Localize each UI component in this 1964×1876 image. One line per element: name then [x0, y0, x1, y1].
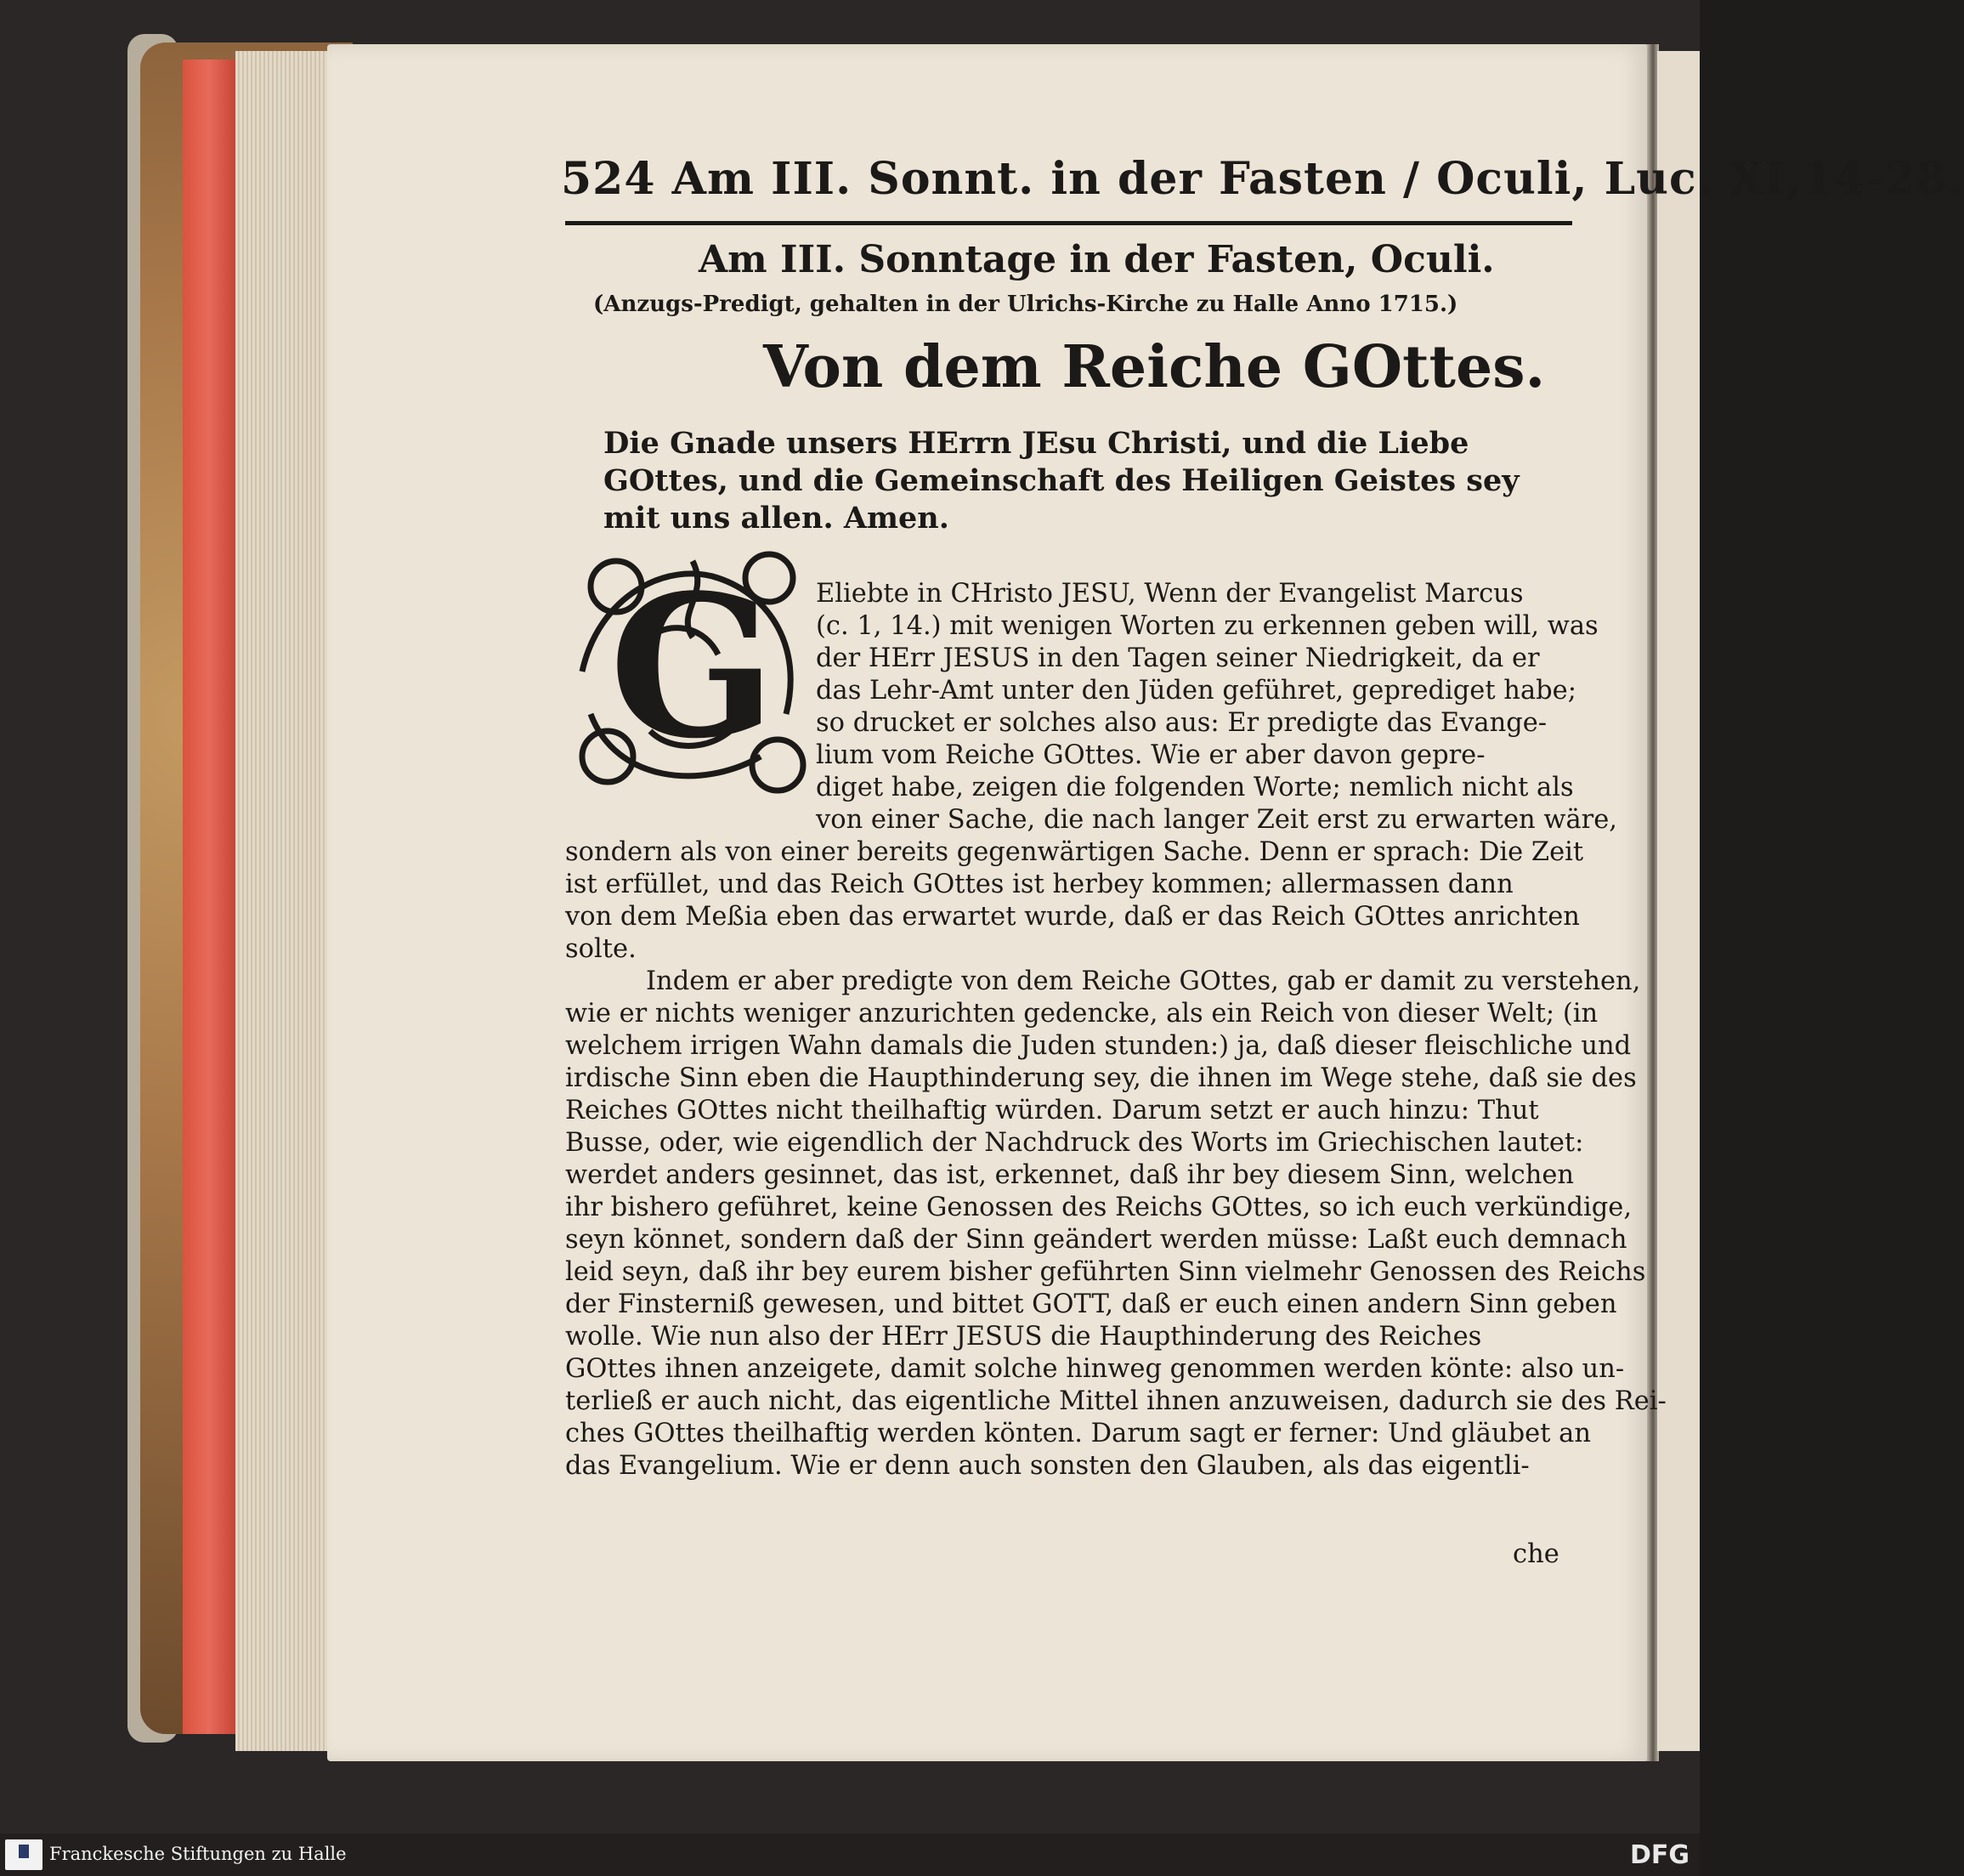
drop-cap-initial	[565, 544, 820, 799]
institution-logo-icon	[5, 1839, 42, 1870]
viewer-footer	[0, 1833, 1700, 1876]
facing-page	[1657, 51, 1700, 1751]
text-line: ihr bishero geführet, keine Genossen des Reichs GOttes, so ich euch verkündige,	[565, 1193, 1633, 1222]
catchword: che	[1513, 1539, 1559, 1569]
text-line: wolle. Wie nun also der HErr JESUS die Haupthinderung des Reiches	[565, 1322, 1482, 1352]
sermon-occasion: (Anzugs-Predigt, gehalten in der Ulrichs-Kirche zu Halle Anno 1715.)	[593, 292, 1458, 317]
svg-text:G: G	[608, 553, 777, 782]
text-line: leid seyn, daß ihr bey eurem bisher geführten Sinn vielmehr Genossen des Reichs	[565, 1257, 1646, 1287]
text-line: der Finsterniß gewesen, und bittet GOTT, daß er euch einen andern Sinn geben	[565, 1289, 1617, 1319]
text-line: das Lehr-Amt unter den Jüden geführet, geprediget habe;	[816, 676, 1576, 706]
text-line: ist erfüllet, und das Reich GOttes ist herbey kommen; allermassen dann	[565, 870, 1514, 899]
text-line: seyn könnet, sondern daß der Sinn geändert werden müsse: Laßt euch demnach	[565, 1225, 1627, 1255]
text-line: terließ er auch nicht, das eigentliche Mittel ihnen anzuweisen, dadurch sie des Rei-	[565, 1386, 1667, 1416]
text-line: Indem er aber predigte von dem Reiche GOttes, gab er damit zu verstehen,	[646, 966, 1641, 996]
text-line: solte.	[565, 934, 637, 964]
page-header: 524 Am III. Sonnt. in der Fasten / Oculi, Luc. XI,14-28.	[561, 153, 1964, 205]
text-line: von einer Sache, die nach langer Zeit erst zu erwarten wäre,	[816, 805, 1617, 835]
text-line: wie er nichts weniger anzurichten gedencke, als ein Reich von dieser Welt; (in	[565, 999, 1599, 1029]
text-line: Eliebte in CHristo JESU, Wenn der Evangelist Marcus	[816, 579, 1524, 609]
text-line: der HErr JESUS in den Tagen seiner Niedrigkeit, da er	[816, 643, 1540, 673]
header-rule	[565, 221, 1572, 225]
greeting: Die Gnade unsers HErrn JEsu Christi, und die Liebe GOttes, und die Gemeinschaft des Heiligen Geistes sey mit uns allen. Amen.	[603, 426, 1520, 536]
text-line: welchem irrigen Wahn damals die Juden stunden:) ja, daß dieser fleischliche und	[565, 1031, 1632, 1061]
text-line: diget habe, zeigen die folgenden Worte; nemlich nicht als	[816, 773, 1574, 802]
ornament-icon	[565, 544, 820, 799]
text-line: (c. 1, 14.) mit wenigen Worten zu erkennen geben will, was	[816, 611, 1599, 641]
red-page-edge	[183, 60, 235, 1734]
text-line: GOttes ihnen anzeigete, damit solche hinweg genommen werden könte: also un-	[565, 1354, 1625, 1384]
text-line: das Evangelium. Wie er denn auch sonsten den Glauben, als das eigentli-	[565, 1451, 1530, 1481]
text-line: so drucket er solches also aus: Er predigte das Evange-	[816, 708, 1548, 738]
text-line: Reiches GOttes nicht theilhaftig würden. Darum setzt er auch hinzu: Thut	[565, 1096, 1539, 1125]
dfg-logo: DFG	[1629, 1840, 1689, 1870]
page-subtitle: Am III. Sonntage in der Fasten, Oculi.	[699, 238, 1495, 281]
institution-name: Franckesche Stiftungen zu Halle	[49, 1844, 347, 1864]
text-line: Busse, oder, wie eigendlich der Nachdruck des Worts im Griechischen lautet:	[565, 1128, 1584, 1158]
sermon-title: Von dem Reiche GOttes.	[763, 333, 1546, 401]
text-line: irdische Sinn eben die Haupthinderung sey, die ihnen im Wege stehe, daß sie des	[565, 1063, 1637, 1093]
text-line: von dem Meßia eben das erwartet wurde, daß er das Reich GOttes anrichten	[565, 902, 1580, 932]
text-line: lium vom Reiche GOttes. Wie er aber davon gepre-	[816, 740, 1486, 770]
text-line: sondern als von einer bereits gegenwärtigen Sache. Denn er sprach: Die Zeit	[565, 837, 1584, 867]
text-line: werdet anders gesinnet, das ist, erkennet, daß ihr bey diesem Sinn, welchen	[565, 1160, 1575, 1190]
text-line: ches GOttes theilhaftig werden könten. Darum sagt er ferner: Und gläubet an	[565, 1419, 1591, 1448]
page-stack-edge	[235, 51, 329, 1751]
